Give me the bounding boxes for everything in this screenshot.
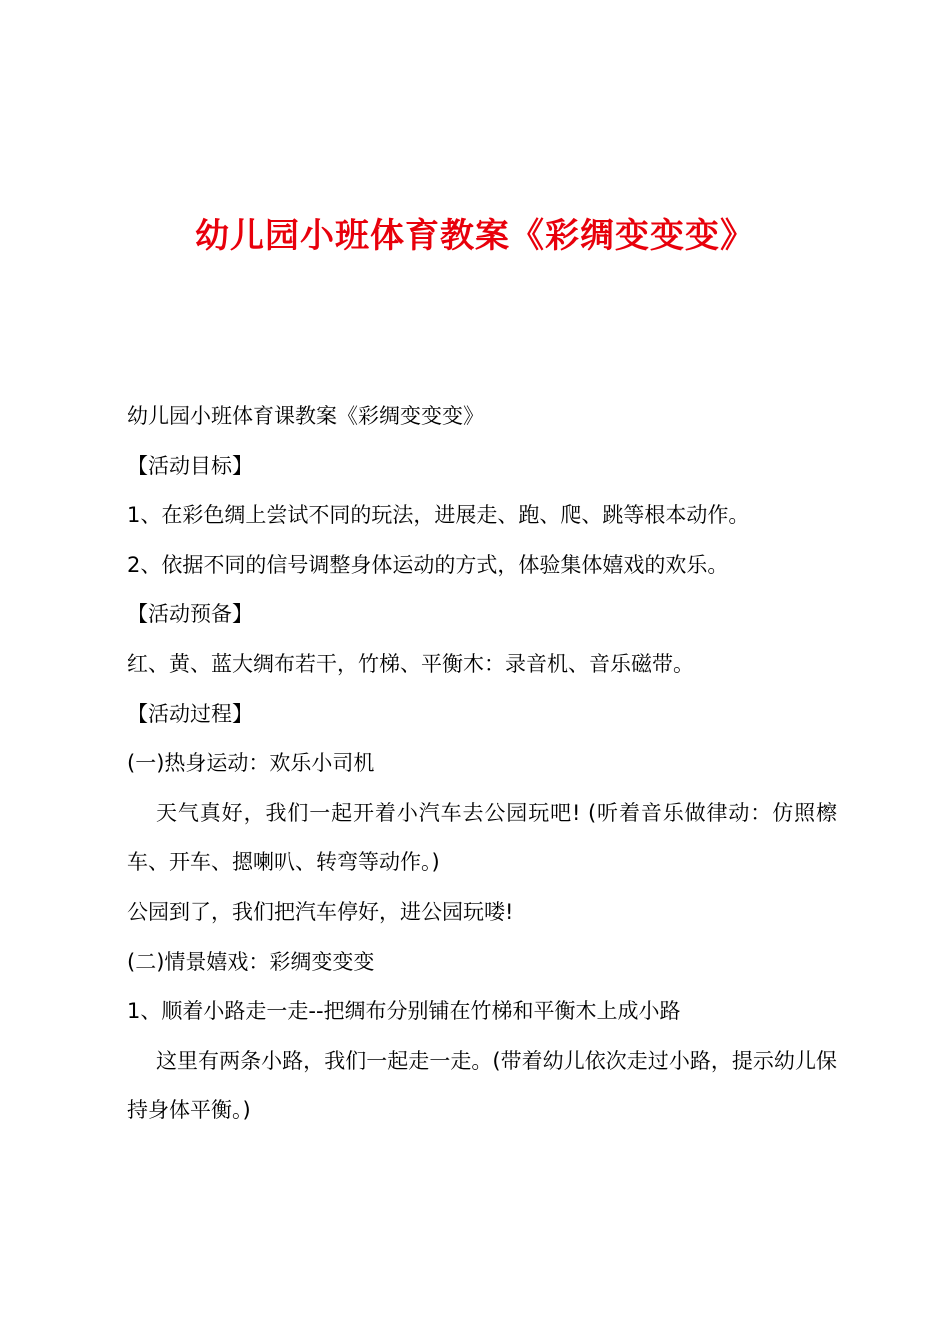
goal-1: 1、在彩色绸上尝试不同的玩法，进展走、跑、爬、跳等根本动作。 — [127, 503, 750, 528]
prep-heading: 【活动预备】 — [127, 602, 253, 627]
goal-2: 2、依据不同的信号调整身体运动的方式，体验集体嬉戏的欢乐。 — [127, 552, 729, 577]
step-2-heading: (二)情景嬉戏：彩绸变变变 — [127, 949, 375, 974]
document-body — [127, 392, 837, 1136]
prep-text: 红、黄、蓝大绸布若干，竹梯、平衡木：录音机、音乐磁带。 — [127, 651, 694, 676]
step-2-item-1-text-content: 这里有两条小路，我们一起走一走。(带着幼儿依次走过小路，提示幼儿保持身体平衡。) — [127, 1048, 837, 1123]
process-heading: 【活动过程】 — [127, 701, 253, 726]
page-title: 幼儿园小班体育教案《彩绸变变变》 — [195, 216, 755, 256]
step-2-item-1: 1、顺着小路走一走--把绸布分别铺在竹梯和平衡木上成小路 — [127, 999, 681, 1024]
document-subtitle: 幼儿园小班体育课教案《彩绸变变变》 — [127, 404, 484, 428]
step-1-text-content: 天气真好，我们一起开着小汽车去公园玩吧! (听着音乐做律动：仿照檫车、开车、摁喇叭、转弯等动作。) — [127, 800, 837, 875]
step-1-heading: (一)热身运动：欢乐小司机 — [127, 751, 375, 776]
step-1-text — [127, 789, 837, 888]
step-2-item-1-text — [127, 1037, 837, 1136]
step-1-text-2: 公园到了，我们把汽车停好，进公园玩喽! — [127, 899, 514, 924]
goals-heading: 【活动目标】 — [127, 453, 253, 478]
